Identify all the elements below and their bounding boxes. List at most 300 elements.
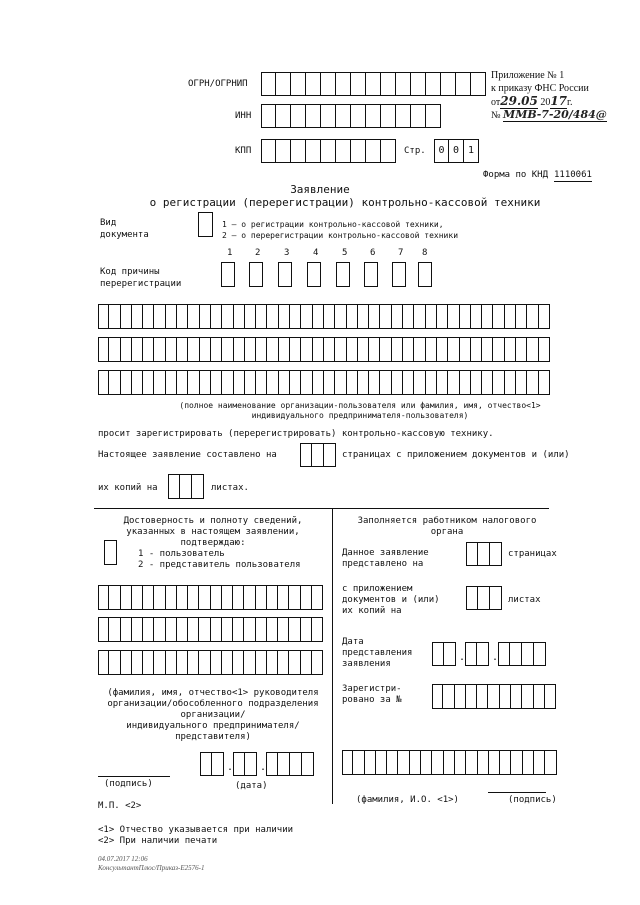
reason-cell-3[interactable]	[278, 262, 292, 287]
cell[interactable]	[321, 72, 336, 96]
cell[interactable]	[199, 617, 210, 642]
cell[interactable]	[301, 617, 312, 642]
reason-cell-5[interactable]	[336, 262, 350, 287]
cell[interactable]	[132, 370, 143, 395]
cell[interactable]	[289, 650, 300, 675]
cell[interactable]	[387, 750, 398, 775]
cell[interactable]	[200, 752, 212, 776]
cell[interactable]	[545, 684, 556, 709]
cell[interactable]	[324, 304, 335, 329]
cell[interactable]	[306, 139, 321, 163]
org-name-row-1[interactable]	[98, 304, 550, 329]
submission-date-year[interactable]	[498, 642, 546, 666]
cell[interactable]	[432, 684, 443, 709]
cell[interactable]	[437, 304, 448, 329]
cell[interactable]	[358, 337, 369, 362]
cell[interactable]	[177, 370, 188, 395]
cell[interactable]	[478, 586, 490, 610]
cell[interactable]	[426, 337, 437, 362]
reason-cell-2[interactable]	[249, 262, 263, 287]
cell[interactable]	[211, 585, 222, 610]
cell[interactable]	[347, 337, 358, 362]
cell[interactable]	[154, 650, 165, 675]
cell[interactable]	[460, 337, 471, 362]
cell[interactable]	[414, 337, 425, 362]
cell[interactable]	[166, 370, 177, 395]
registration-number-cells[interactable]	[432, 684, 556, 709]
cell[interactable]	[477, 684, 488, 709]
cell[interactable]	[278, 262, 292, 287]
cell[interactable]	[267, 617, 278, 642]
official-name-cells[interactable]	[342, 750, 557, 775]
cell[interactable]	[166, 585, 177, 610]
cell[interactable]	[290, 337, 301, 362]
cell[interactable]	[211, 304, 222, 329]
cell[interactable]	[380, 337, 391, 362]
cell[interactable]	[104, 540, 117, 565]
inn-cells[interactable]	[261, 104, 441, 128]
cell[interactable]	[211, 337, 222, 362]
cell[interactable]	[366, 72, 381, 96]
sign-date-month[interactable]	[233, 752, 257, 776]
cell[interactable]	[222, 585, 233, 610]
cell[interactable]	[278, 617, 289, 642]
cell[interactable]	[256, 585, 267, 610]
cell[interactable]	[500, 684, 511, 709]
cell[interactable]	[306, 72, 321, 96]
cell[interactable]	[335, 337, 346, 362]
cell[interactable]	[245, 337, 256, 362]
cell[interactable]	[266, 752, 278, 776]
cell[interactable]	[200, 370, 211, 395]
cell[interactable]	[396, 72, 411, 96]
cell[interactable]	[276, 104, 291, 128]
cell[interactable]	[351, 72, 366, 96]
cell[interactable]	[516, 304, 527, 329]
cell[interactable]	[392, 304, 403, 329]
cell[interactable]	[534, 642, 546, 666]
cell[interactable]	[98, 370, 109, 395]
cell[interactable]	[234, 304, 245, 329]
cell[interactable]	[121, 304, 132, 329]
attached-sheets-cells[interactable]	[466, 586, 502, 610]
cell[interactable]	[121, 370, 132, 395]
cell[interactable]	[256, 370, 267, 395]
cell[interactable]	[278, 585, 289, 610]
cell[interactable]	[301, 650, 312, 675]
cell[interactable]	[166, 650, 177, 675]
cell[interactable]	[490, 586, 502, 610]
cell[interactable]	[381, 72, 396, 96]
cell[interactable]	[188, 337, 199, 362]
cell[interactable]	[471, 370, 482, 395]
cell[interactable]	[188, 617, 199, 642]
cell[interactable]	[109, 617, 120, 642]
cell[interactable]	[222, 617, 233, 642]
cell[interactable]	[180, 474, 192, 499]
cell[interactable]	[234, 337, 245, 362]
cell[interactable]	[466, 586, 478, 610]
cell[interactable]	[143, 585, 154, 610]
signer-type-cell[interactable]	[104, 540, 117, 565]
cell[interactable]	[403, 337, 414, 362]
cell[interactable]	[482, 370, 493, 395]
sign-date-year[interactable]	[266, 752, 314, 776]
cell[interactable]	[336, 104, 351, 128]
cell[interactable]	[121, 337, 132, 362]
cell[interactable]	[366, 139, 381, 163]
cell[interactable]	[426, 304, 437, 329]
cell[interactable]	[437, 337, 448, 362]
cell[interactable]	[143, 337, 154, 362]
cell[interactable]	[324, 337, 335, 362]
cell[interactable]	[233, 650, 244, 675]
submission-date-day[interactable]	[432, 642, 456, 666]
cell[interactable]	[482, 304, 493, 329]
cell[interactable]	[466, 750, 477, 775]
cell[interactable]	[109, 304, 120, 329]
cell[interactable]	[444, 750, 455, 775]
cell[interactable]	[448, 370, 459, 395]
cell[interactable]	[411, 104, 426, 128]
cell[interactable]	[222, 370, 233, 395]
cell[interactable]	[168, 474, 180, 499]
cell[interactable]	[369, 304, 380, 329]
cell[interactable]	[324, 370, 335, 395]
cell[interactable]	[477, 642, 489, 666]
reason-cell-8[interactable]	[418, 262, 432, 287]
cell[interactable]	[199, 650, 210, 675]
cell[interactable]	[98, 617, 109, 642]
pages-count-cells[interactable]	[300, 443, 336, 467]
cell[interactable]	[392, 262, 406, 287]
cell[interactable]	[335, 370, 346, 395]
cell[interactable]	[365, 750, 376, 775]
cell[interactable]	[290, 304, 301, 329]
cell[interactable]	[200, 337, 211, 362]
cell[interactable]	[443, 684, 454, 709]
ogrn-cells[interactable]	[261, 72, 486, 96]
cell[interactable]	[527, 304, 538, 329]
cell[interactable]	[516, 370, 527, 395]
cell[interactable]	[465, 642, 477, 666]
sign-date-day[interactable]	[200, 752, 224, 776]
cell[interactable]	[444, 642, 456, 666]
cell[interactable]	[256, 304, 267, 329]
cell[interactable]	[222, 650, 233, 675]
kpp-cells[interactable]	[261, 139, 396, 163]
org-name-row-3[interactable]	[98, 370, 550, 395]
cell[interactable]	[312, 585, 323, 610]
cell[interactable]	[522, 684, 533, 709]
cell[interactable]	[212, 752, 224, 776]
cell[interactable]	[132, 585, 143, 610]
cell[interactable]	[233, 752, 245, 776]
cell[interactable]	[396, 104, 411, 128]
cell[interactable]	[109, 337, 120, 362]
cell[interactable]	[321, 104, 336, 128]
cell[interactable]	[500, 750, 511, 775]
cell[interactable]	[522, 642, 534, 666]
copies-count-cells[interactable]	[168, 474, 204, 499]
cell[interactable]	[261, 139, 276, 163]
cell[interactable]	[351, 104, 366, 128]
cell[interactable]	[437, 370, 448, 395]
cell[interactable]	[418, 262, 432, 287]
cell[interactable]	[221, 262, 235, 287]
signer-name-row-3[interactable]	[98, 650, 323, 675]
cell[interactable]	[233, 617, 244, 642]
cell[interactable]	[490, 542, 502, 566]
cell[interactable]	[177, 337, 188, 362]
cell[interactable]	[244, 650, 255, 675]
cell[interactable]	[414, 370, 425, 395]
cell[interactable]	[460, 370, 471, 395]
cell[interactable]	[121, 617, 132, 642]
cell[interactable]	[455, 684, 466, 709]
cell[interactable]	[198, 212, 213, 237]
cell[interactable]	[256, 617, 267, 642]
cell[interactable]	[200, 304, 211, 329]
cell[interactable]	[398, 750, 409, 775]
cell[interactable]	[432, 750, 443, 775]
cell[interactable]	[460, 304, 471, 329]
cell[interactable]	[432, 642, 444, 666]
cell[interactable]	[188, 304, 199, 329]
cell[interactable]	[261, 72, 276, 96]
cell[interactable]	[421, 750, 432, 775]
cell[interactable]	[290, 370, 301, 395]
cell[interactable]	[324, 443, 336, 467]
cell[interactable]	[410, 750, 421, 775]
cell[interactable]	[539, 370, 550, 395]
cell[interactable]	[353, 750, 364, 775]
cell[interactable]	[380, 304, 391, 329]
cell[interactable]	[523, 750, 534, 775]
cell[interactable]	[534, 684, 545, 709]
cell[interactable]	[381, 139, 396, 163]
cell[interactable]	[245, 752, 257, 776]
cell[interactable]	[300, 443, 312, 467]
cell[interactable]	[358, 370, 369, 395]
cell[interactable]	[291, 104, 306, 128]
cell[interactable]	[154, 370, 165, 395]
cell[interactable]	[109, 650, 120, 675]
cell[interactable]	[381, 104, 396, 128]
cell[interactable]	[347, 370, 358, 395]
reason-cell-7[interactable]	[392, 262, 406, 287]
cell[interactable]	[132, 304, 143, 329]
cell[interactable]	[511, 684, 522, 709]
cell[interactable]	[527, 370, 538, 395]
cell[interactable]	[267, 585, 278, 610]
cell[interactable]	[143, 650, 154, 675]
cell[interactable]	[278, 752, 290, 776]
cell[interactable]	[267, 337, 278, 362]
signer-name-row-1[interactable]	[98, 585, 323, 610]
cell[interactable]	[98, 650, 109, 675]
cell[interactable]	[539, 337, 550, 362]
cell[interactable]	[166, 304, 177, 329]
submission-date-month[interactable]	[465, 642, 489, 666]
cell[interactable]	[336, 72, 351, 96]
cell[interactable]	[222, 337, 233, 362]
cell[interactable]	[109, 370, 120, 395]
cell[interactable]	[516, 337, 527, 362]
cell[interactable]	[301, 585, 312, 610]
cell[interactable]	[154, 337, 165, 362]
cell[interactable]	[98, 585, 109, 610]
cell[interactable]	[313, 304, 324, 329]
cell[interactable]	[426, 370, 437, 395]
cell[interactable]	[256, 337, 267, 362]
cell[interactable]	[276, 139, 291, 163]
cell[interactable]	[301, 337, 312, 362]
cell[interactable]	[312, 650, 323, 675]
cell[interactable]	[392, 370, 403, 395]
cell[interactable]	[245, 304, 256, 329]
cell[interactable]	[121, 585, 132, 610]
cell[interactable]	[336, 139, 351, 163]
cell[interactable]	[199, 585, 210, 610]
cell[interactable]	[358, 304, 369, 329]
cell[interactable]	[505, 337, 516, 362]
cell[interactable]	[493, 337, 504, 362]
cell[interactable]	[335, 304, 346, 329]
cell[interactable]	[545, 750, 556, 775]
cell[interactable]	[456, 72, 471, 96]
cell[interactable]	[177, 617, 188, 642]
cell[interactable]	[211, 650, 222, 675]
cell[interactable]	[276, 72, 291, 96]
cell[interactable]	[109, 585, 120, 610]
cell[interactable]	[267, 304, 278, 329]
cell[interactable]	[455, 750, 466, 775]
cell[interactable]	[132, 650, 143, 675]
cell[interactable]	[313, 370, 324, 395]
cell[interactable]	[489, 750, 500, 775]
cell[interactable]	[426, 72, 441, 96]
cell[interactable]	[336, 262, 350, 287]
cell[interactable]	[245, 370, 256, 395]
reason-cell-4[interactable]	[307, 262, 321, 287]
cell[interactable]	[290, 752, 302, 776]
cell[interactable]	[466, 542, 478, 566]
cell[interactable]	[364, 262, 378, 287]
cell[interactable]	[244, 617, 255, 642]
cell[interactable]	[441, 72, 456, 96]
cell[interactable]	[177, 304, 188, 329]
cell[interactable]	[267, 650, 278, 675]
cell[interactable]	[256, 650, 267, 675]
cell[interactable]	[302, 752, 314, 776]
cell[interactable]	[291, 72, 306, 96]
cell[interactable]	[376, 750, 387, 775]
cell[interactable]	[403, 370, 414, 395]
cell[interactable]	[493, 304, 504, 329]
cell[interactable]	[307, 262, 321, 287]
cell[interactable]	[166, 337, 177, 362]
cell[interactable]	[510, 642, 522, 666]
cell[interactable]	[527, 337, 538, 362]
cell[interactable]	[289, 617, 300, 642]
cell[interactable]	[278, 650, 289, 675]
cell[interactable]	[511, 750, 522, 775]
cell[interactable]	[403, 304, 414, 329]
cell[interactable]	[313, 337, 324, 362]
cell[interactable]	[369, 370, 380, 395]
cell[interactable]	[505, 370, 516, 395]
cell[interactable]	[493, 370, 504, 395]
cell[interactable]	[466, 684, 477, 709]
submitted-pages-cells[interactable]	[466, 542, 502, 566]
cell[interactable]	[539, 304, 550, 329]
cell[interactable]	[488, 684, 499, 709]
cell[interactable]	[98, 337, 109, 362]
cell[interactable]	[154, 304, 165, 329]
cell[interactable]	[351, 139, 366, 163]
cell[interactable]	[192, 474, 204, 499]
cell[interactable]	[166, 617, 177, 642]
reason-cell-6[interactable]	[364, 262, 378, 287]
cell[interactable]	[154, 617, 165, 642]
cell[interactable]	[211, 617, 222, 642]
cell[interactable]	[249, 262, 263, 287]
cell[interactable]	[211, 370, 222, 395]
cell[interactable]	[471, 304, 482, 329]
cell[interactable]	[411, 72, 426, 96]
cell[interactable]	[482, 337, 493, 362]
cell[interactable]	[154, 585, 165, 610]
cell[interactable]	[261, 104, 276, 128]
cell[interactable]	[233, 585, 244, 610]
cell[interactable]	[380, 370, 391, 395]
cell[interactable]	[143, 617, 154, 642]
cell[interactable]	[143, 370, 154, 395]
cell[interactable]	[244, 585, 255, 610]
cell[interactable]	[121, 650, 132, 675]
cell[interactable]	[478, 542, 490, 566]
cell[interactable]	[291, 139, 306, 163]
cell[interactable]	[312, 443, 324, 467]
cell[interactable]	[267, 370, 278, 395]
cell[interactable]	[279, 337, 290, 362]
cell[interactable]	[478, 750, 489, 775]
cell[interactable]	[177, 585, 188, 610]
cell[interactable]	[279, 370, 290, 395]
cell[interactable]	[505, 304, 516, 329]
cell[interactable]	[534, 750, 545, 775]
org-name-row-2[interactable]	[98, 337, 550, 362]
cell[interactable]	[132, 337, 143, 362]
cell[interactable]	[301, 304, 312, 329]
cell[interactable]	[143, 304, 154, 329]
cell[interactable]	[289, 585, 300, 610]
cell[interactable]	[342, 750, 353, 775]
cell[interactable]	[498, 642, 510, 666]
cell[interactable]	[321, 139, 336, 163]
cell[interactable]	[279, 304, 290, 329]
cell[interactable]	[301, 370, 312, 395]
cell[interactable]	[177, 650, 188, 675]
cell[interactable]	[347, 304, 358, 329]
cell[interactable]	[471, 337, 482, 362]
cell[interactable]	[369, 337, 380, 362]
cell[interactable]	[414, 304, 425, 329]
cell[interactable]	[222, 304, 233, 329]
signer-name-row-2[interactable]	[98, 617, 323, 642]
cell[interactable]	[392, 337, 403, 362]
